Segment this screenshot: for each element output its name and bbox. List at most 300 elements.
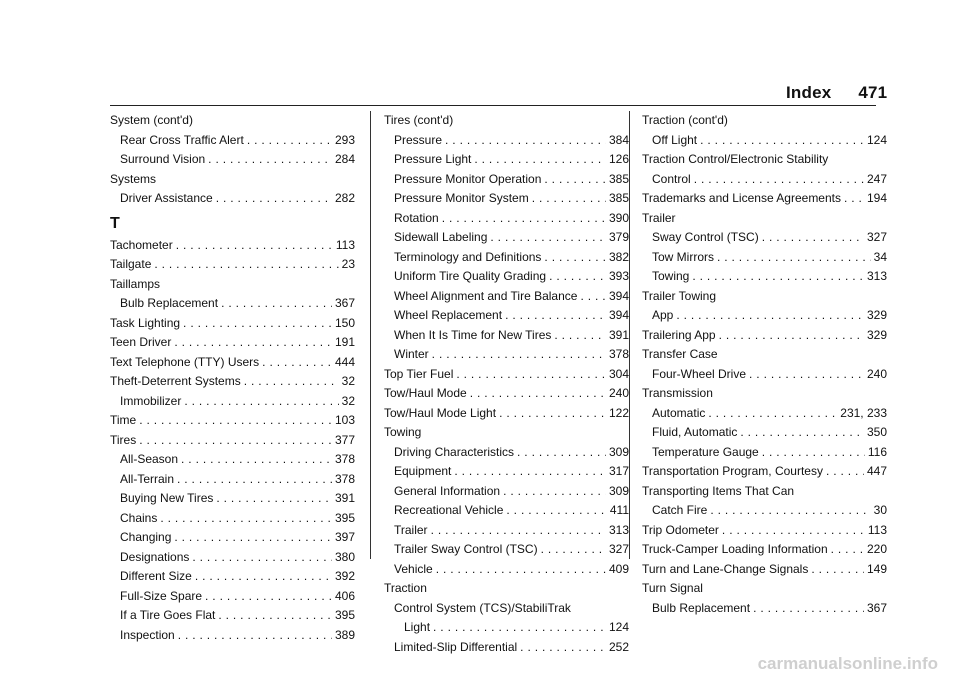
index-entry xyxy=(384,189,629,209)
dot-leader xyxy=(717,248,871,268)
entry-page-number: 317 xyxy=(608,464,629,478)
entry-term: Transfer Case xyxy=(642,347,718,361)
entry-term: Truck-Camper Loading Information xyxy=(642,542,828,556)
entry-term: Pressure Monitor Operation xyxy=(394,171,542,186)
index-entry xyxy=(384,521,629,541)
entry-page-number: 367 xyxy=(334,296,355,310)
entry-page-number: 384 xyxy=(608,132,629,147)
dot-leader xyxy=(474,150,606,170)
entry-page-number: 32 xyxy=(341,374,355,388)
entry-term: Trailer xyxy=(642,210,676,225)
entry-page-number: 150 xyxy=(334,315,355,330)
entry-term: Terminology and Definitions xyxy=(394,249,542,264)
entry-term: Tow/Haul Mode xyxy=(384,386,467,400)
index-letter-heading: T xyxy=(110,214,120,232)
entry-page-number: 380 xyxy=(334,549,355,564)
entry-term: Sidewall Labeling xyxy=(394,230,488,244)
entry-term: Task Lighting xyxy=(110,315,181,330)
index-entry xyxy=(384,501,629,521)
index-entry xyxy=(110,170,355,190)
entry-term: Vehicle xyxy=(394,561,433,576)
index-entry xyxy=(110,275,355,295)
dot-leader xyxy=(753,599,864,619)
index-entry xyxy=(110,314,355,334)
index-entry xyxy=(110,150,355,170)
entry-term: Tachometer xyxy=(110,237,173,252)
entry-term: When It Is Time for New Tires xyxy=(394,327,552,342)
page-number: 471 xyxy=(858,83,888,102)
index-column-3 xyxy=(642,111,887,618)
entry-page-number: 220 xyxy=(866,542,887,556)
entry-page-number: 350 xyxy=(866,425,887,439)
entry-page-number: 313 xyxy=(608,522,629,537)
entry-page-number: 126 xyxy=(608,152,629,166)
index-column-1 xyxy=(110,111,355,645)
index-entry xyxy=(642,248,887,268)
index-entry xyxy=(642,521,887,541)
entry-page-number: 34 xyxy=(873,249,887,264)
dot-leader xyxy=(436,560,606,580)
dot-leader xyxy=(178,626,332,646)
dot-leader xyxy=(244,372,339,392)
entry-page-number: 284 xyxy=(334,152,355,166)
entry-term: Towing xyxy=(384,425,422,439)
dot-leader xyxy=(433,618,606,638)
page-header xyxy=(786,83,887,103)
entry-term: Full-Size Spare xyxy=(120,588,203,603)
entry-page-number: 23 xyxy=(341,257,355,271)
dot-leader xyxy=(139,411,332,431)
entry-page-number: 191 xyxy=(334,335,355,349)
entry-term: Trailer Sway Control (TSC) xyxy=(394,542,538,556)
entry-page-number: 392 xyxy=(334,569,355,583)
index-entry xyxy=(110,431,355,451)
entry-page-number: 389 xyxy=(334,627,355,642)
entry-page-number: 116 xyxy=(867,444,887,459)
index-entry xyxy=(384,560,629,580)
dot-leader xyxy=(490,228,606,248)
dot-leader xyxy=(503,482,606,502)
entry-page-number: 313 xyxy=(866,269,887,283)
dot-leader xyxy=(762,443,865,463)
dot-leader xyxy=(740,423,864,443)
entry-term: Rear Cross Traffic Alert xyxy=(120,132,244,147)
entry-term: General Information xyxy=(394,483,501,498)
entry-term: Trailer Towing xyxy=(642,288,717,303)
entry-term: Wheel Alignment and Tire Balance xyxy=(394,288,578,303)
entry-term: Buying New Tires xyxy=(120,491,214,505)
entry-term: Winter xyxy=(394,347,429,361)
header-rule xyxy=(110,105,876,106)
entry-term: Turn and Lane-Change Signals xyxy=(642,561,809,576)
index-entry xyxy=(110,236,355,256)
index-entry xyxy=(384,443,629,463)
entry-page-number: 367 xyxy=(866,600,887,615)
index-entry xyxy=(384,326,629,346)
entry-page-number: 395 xyxy=(334,510,355,525)
dot-leader xyxy=(506,501,606,521)
dot-leader xyxy=(826,462,864,482)
index-entry xyxy=(110,131,355,151)
entry-term: Immobilizer xyxy=(120,393,182,408)
entry-term: Temperature Gauge xyxy=(652,444,759,459)
dot-leader xyxy=(181,450,332,470)
dot-leader xyxy=(831,540,864,560)
entry-page-number: 252 xyxy=(608,639,629,654)
entry-term: Rotation xyxy=(394,210,439,225)
entry-page-number: 327 xyxy=(866,230,887,244)
dot-leader xyxy=(517,443,606,463)
entry-page-number: 379 xyxy=(608,230,629,244)
entry-term: Pressure Light xyxy=(394,152,472,166)
dot-leader xyxy=(762,228,864,248)
entry-term: Turn Signal xyxy=(642,581,703,595)
entry-term: Top Tier Fuel xyxy=(384,366,454,381)
entry-term: Light xyxy=(404,620,431,634)
index-entry xyxy=(642,111,887,131)
entry-page-number: 240 xyxy=(866,366,887,381)
index-entry xyxy=(642,150,887,170)
entry-term: Theft-Deterrent Systems xyxy=(110,374,241,388)
entry-page-number: 395 xyxy=(334,608,355,622)
dot-leader xyxy=(216,489,332,509)
entry-page-number: 293 xyxy=(334,132,355,147)
index-entry xyxy=(110,189,355,209)
index-entry xyxy=(384,345,629,365)
index-entry xyxy=(110,411,355,431)
dot-leader xyxy=(692,267,864,287)
entry-page-number: 30 xyxy=(873,503,887,517)
index-entry xyxy=(384,111,629,131)
entry-term: Tires xyxy=(110,432,137,447)
index-entry xyxy=(642,423,887,443)
dot-leader xyxy=(160,509,332,529)
entry-page-number: 247 xyxy=(866,171,887,186)
entry-term: Limited-Slip Differential xyxy=(394,639,518,654)
entry-page-number: 406 xyxy=(334,588,355,603)
dot-leader xyxy=(183,314,332,334)
dot-leader xyxy=(247,131,332,151)
dot-leader xyxy=(205,587,332,607)
entry-term: Pressure xyxy=(394,132,443,147)
entry-term: Control xyxy=(652,171,691,186)
index-entry xyxy=(110,528,355,548)
dot-leader xyxy=(154,255,338,275)
dot-leader xyxy=(218,606,332,626)
dot-leader xyxy=(174,333,332,353)
dot-leader xyxy=(195,567,332,587)
dot-leader xyxy=(710,501,870,521)
entry-page-number: 32 xyxy=(341,393,355,408)
dot-leader xyxy=(811,560,864,580)
entry-term: Uniform Tire Quality Grading xyxy=(394,269,547,283)
entry-term: Transportation Program, Courtesy xyxy=(642,464,823,478)
index-entry xyxy=(642,131,887,151)
entry-page-number: 378 xyxy=(334,452,355,466)
dot-leader xyxy=(676,306,864,326)
entry-page-number: 329 xyxy=(866,308,887,322)
index-entry xyxy=(110,567,355,587)
entry-page-number: 329 xyxy=(866,327,887,342)
entry-term: Designations xyxy=(120,549,190,564)
entry-page-number: 304 xyxy=(608,366,629,381)
entry-page-number: 394 xyxy=(608,308,629,322)
entry-page-number: 391 xyxy=(334,491,355,505)
index-entry xyxy=(642,462,887,482)
entry-term: Text Telephone (TTY) Users xyxy=(110,354,260,369)
dot-leader xyxy=(844,189,864,209)
entry-term: Fluid, Automatic xyxy=(652,425,738,439)
entry-term: Sway Control (TSC) xyxy=(652,230,759,244)
entry-page-number: 393 xyxy=(608,269,629,283)
index-entry xyxy=(642,384,887,404)
index-entry xyxy=(110,255,355,275)
index-entry xyxy=(384,150,629,170)
entry-page-number: 377 xyxy=(334,432,355,447)
index-entry xyxy=(384,267,629,287)
index-entry xyxy=(384,540,629,560)
index-entry xyxy=(384,482,629,502)
index-entry xyxy=(384,209,629,229)
index-entry xyxy=(384,384,629,404)
dot-leader xyxy=(454,462,606,482)
entry-page-number: 378 xyxy=(334,471,355,486)
entry-term: All-Terrain xyxy=(120,471,175,486)
section-title: Index xyxy=(786,83,832,102)
entry-page-number: 327 xyxy=(608,542,629,556)
entry-term: Bulb Replacement xyxy=(652,600,751,615)
index-entry xyxy=(110,509,355,529)
dot-leader xyxy=(174,528,332,548)
entry-term: Trademarks and License Agreements xyxy=(642,191,841,205)
index-entry xyxy=(642,482,887,502)
dot-leader xyxy=(221,294,332,314)
dot-leader xyxy=(749,365,864,385)
index-entry xyxy=(642,287,887,307)
index-entry xyxy=(642,599,887,619)
index-entry xyxy=(642,443,887,463)
dot-leader xyxy=(139,431,332,451)
entry-page-number: 240 xyxy=(608,386,629,400)
entry-term: Changing xyxy=(120,530,172,544)
entry-term: Tow Mirrors xyxy=(652,249,714,264)
entry-page-number: 444 xyxy=(334,354,355,369)
entry-term: Systems xyxy=(110,171,157,186)
index-entry xyxy=(642,189,887,209)
dot-leader xyxy=(532,189,606,209)
index-entry xyxy=(384,228,629,248)
dot-leader xyxy=(580,287,606,307)
index-entry xyxy=(384,462,629,482)
entry-term: All-Season xyxy=(120,452,179,466)
entry-term: Teen Driver xyxy=(110,335,172,349)
entry-term: Transmission xyxy=(642,386,713,400)
entry-page-number: 122 xyxy=(608,405,629,420)
dot-leader xyxy=(544,170,606,190)
index-entry xyxy=(384,423,629,443)
dot-leader xyxy=(719,326,864,346)
index-entry xyxy=(642,170,887,190)
index-entry xyxy=(110,626,355,646)
index-entry xyxy=(110,587,355,607)
dot-leader xyxy=(549,267,606,287)
entry-page-number: 309 xyxy=(608,444,629,459)
dot-leader xyxy=(445,131,606,151)
entry-term: System (cont'd) xyxy=(110,113,193,127)
entry-term: Time xyxy=(110,413,137,427)
entry-term: Automatic xyxy=(652,405,706,420)
dot-leader xyxy=(184,392,338,412)
entry-page-number: 385 xyxy=(608,191,629,205)
index-entry xyxy=(110,353,355,373)
index-entry xyxy=(642,326,887,346)
entry-page-number: 447 xyxy=(866,464,887,478)
dot-leader xyxy=(499,404,606,424)
entry-page-number: 282 xyxy=(334,191,355,205)
entry-term: Off Light xyxy=(652,132,698,147)
index-entry xyxy=(384,599,629,619)
index-entry xyxy=(110,470,355,490)
entry-term: Trip Odometer xyxy=(642,522,719,537)
index-entry xyxy=(110,606,355,626)
entry-page-number: 397 xyxy=(334,530,355,544)
index-entry xyxy=(642,365,887,385)
column-divider xyxy=(629,111,630,559)
index-entry xyxy=(642,267,887,287)
dot-leader xyxy=(208,150,332,170)
entry-page-number: 113 xyxy=(867,522,887,537)
entry-term: Traction (cont'd) xyxy=(642,113,728,127)
entry-page-number: 124 xyxy=(866,132,887,147)
entry-term: Towing xyxy=(652,269,690,283)
dot-leader xyxy=(470,384,606,404)
entry-page-number: 382 xyxy=(608,249,629,264)
index-entry xyxy=(110,392,355,412)
entry-term: Taillamps xyxy=(110,276,161,291)
entry-page-number: 231, 233 xyxy=(840,405,887,420)
entry-term: Inspection xyxy=(120,627,175,642)
entry-page-number: 124 xyxy=(608,620,629,634)
index-entry xyxy=(384,306,629,326)
entry-term: Driver Assistance xyxy=(120,191,213,205)
dot-leader xyxy=(456,365,606,385)
dot-leader xyxy=(694,170,864,190)
entry-term: Trailer xyxy=(394,522,428,537)
index-entry xyxy=(642,404,887,424)
entry-term: Catch Fire xyxy=(652,503,708,517)
entry-term: Tires (cont'd) xyxy=(384,113,454,127)
index-entry xyxy=(110,294,355,314)
dot-leader xyxy=(177,470,332,490)
index-entry xyxy=(642,209,887,229)
entry-term: Transporting Items That Can xyxy=(642,483,795,498)
dot-leader xyxy=(520,638,606,658)
entry-term: Pressure Monitor System xyxy=(394,191,529,205)
dot-leader xyxy=(192,548,332,568)
entry-page-number: 409 xyxy=(608,561,629,576)
entry-term: Four-Wheel Drive xyxy=(652,366,747,381)
dot-leader xyxy=(544,248,606,268)
index-entry xyxy=(110,548,355,568)
dot-leader xyxy=(554,326,606,346)
dot-leader xyxy=(176,236,333,256)
dot-leader xyxy=(216,189,332,209)
entry-term: Traction Control/Electronic Stability xyxy=(642,152,829,166)
entry-term: App xyxy=(652,308,674,322)
entry-page-number: 103 xyxy=(334,413,355,427)
index-entry xyxy=(384,170,629,190)
index-entry xyxy=(384,131,629,151)
index-entry xyxy=(110,333,355,353)
entry-term: Driving Characteristics xyxy=(394,444,515,459)
dot-leader xyxy=(431,521,606,541)
entry-page-number: 113 xyxy=(335,237,355,252)
dot-leader xyxy=(505,306,606,326)
entry-term: Tow/Haul Mode Light xyxy=(384,405,497,420)
index-column-2 xyxy=(384,111,629,657)
dot-leader xyxy=(432,345,606,365)
entry-term: Tailgate xyxy=(110,257,152,271)
entry-term: Bulb Replacement xyxy=(120,296,219,310)
dot-leader xyxy=(442,209,606,229)
index-entry xyxy=(642,228,887,248)
index-entry xyxy=(110,372,355,392)
index-entry xyxy=(642,540,887,560)
entry-page-number: 391 xyxy=(608,327,629,342)
dot-leader xyxy=(722,521,865,541)
entry-term: Trailering App xyxy=(642,327,716,342)
index-entry xyxy=(642,501,887,521)
entry-term: If a Tire Goes Flat xyxy=(120,608,216,622)
index-entry xyxy=(384,618,629,638)
entry-term: Surround Vision xyxy=(120,152,206,166)
index-entry xyxy=(384,248,629,268)
entry-term: Recreational Vehicle xyxy=(394,503,504,517)
dot-leader xyxy=(700,131,864,151)
index-entry xyxy=(110,450,355,470)
dot-leader xyxy=(541,540,606,560)
entry-page-number: 194 xyxy=(866,191,887,205)
column-divider xyxy=(370,111,371,559)
entry-page-number: 394 xyxy=(608,288,629,303)
entry-term: Traction xyxy=(384,581,427,595)
entry-term: Equipment xyxy=(394,464,452,478)
index-entry xyxy=(642,306,887,326)
entry-page-number: 309 xyxy=(608,483,629,498)
index-entry xyxy=(642,560,887,580)
entry-page-number: 149 xyxy=(866,561,887,576)
index-entry xyxy=(384,638,629,658)
dot-leader xyxy=(262,353,332,373)
entry-page-number: 385 xyxy=(608,171,629,186)
index-entry xyxy=(384,287,629,307)
index-entry xyxy=(384,579,629,599)
entry-term: Different Size xyxy=(120,569,192,583)
index-entry xyxy=(384,365,629,385)
index-entry xyxy=(110,111,355,131)
index-entry xyxy=(110,489,355,509)
index-entry xyxy=(384,404,629,424)
entry-term: Control System (TCS)/StabiliTrak xyxy=(394,600,571,615)
entry-page-number: 390 xyxy=(608,210,629,225)
index-entry xyxy=(642,345,887,365)
entry-page-number: 411 xyxy=(609,503,629,517)
entry-page-number: 378 xyxy=(608,347,629,361)
dot-leader xyxy=(708,404,837,424)
entry-term: Chains xyxy=(120,510,158,525)
watermark: carmanualsonline.info xyxy=(757,654,938,673)
index-entry xyxy=(642,579,887,599)
